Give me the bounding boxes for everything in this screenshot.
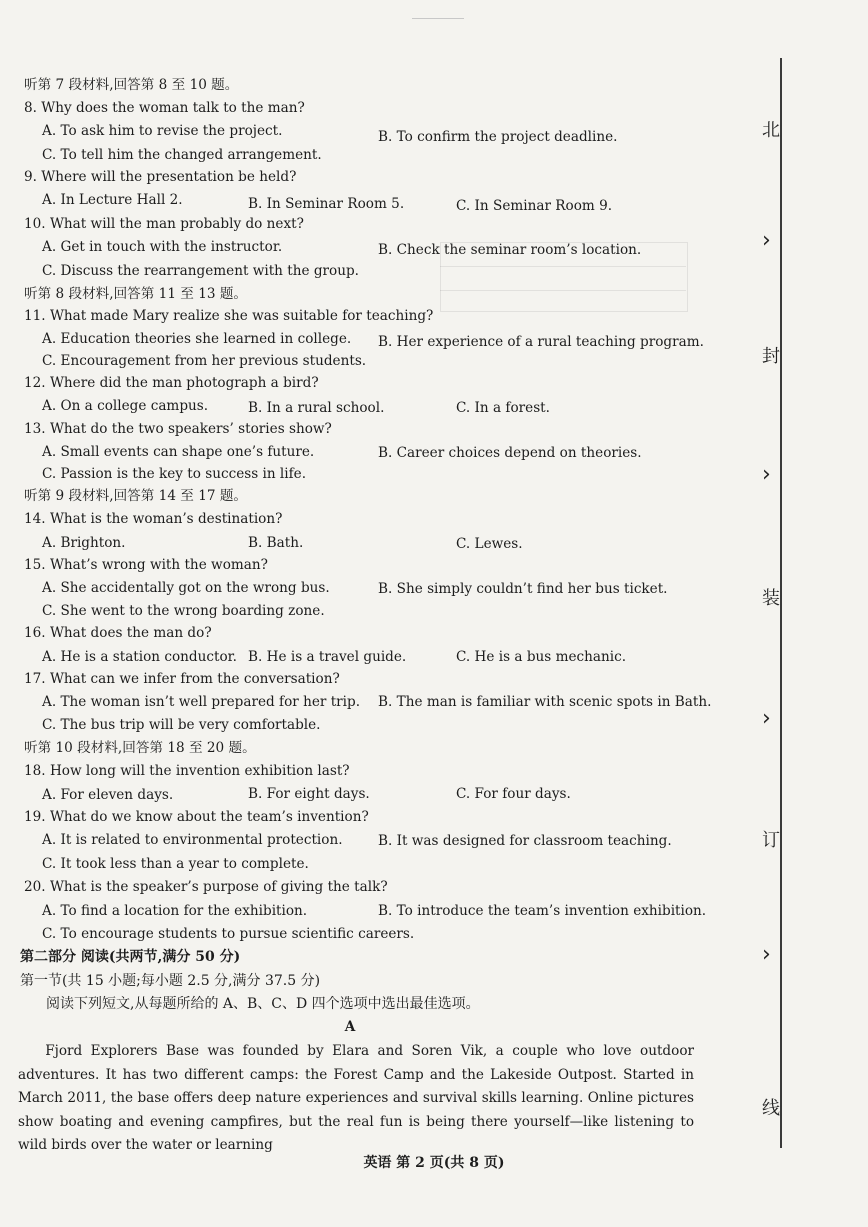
question-stem: 18. How long will the invention exhibition last? bbox=[24, 763, 350, 779]
question-stem: 16. What does the man do? bbox=[24, 625, 212, 641]
bleed-through-rule bbox=[440, 290, 686, 291]
answer-option: C. He is a bus mechanic. bbox=[456, 649, 627, 665]
answer-option: C. In Seminar Room 9. bbox=[456, 198, 613, 214]
section2-heading: 第二部分 阅读(共两节,满分 50 分) bbox=[20, 949, 241, 965]
answer-option: A. Get in touch with the instructor. bbox=[42, 239, 283, 255]
question-stem: 19. What do we know about the team’s invention? bbox=[24, 809, 369, 825]
answer-option: C. For four days. bbox=[456, 786, 571, 802]
answer-option: A. Education theories she learned in college. bbox=[42, 331, 352, 347]
answer-option: B. It was designed for classroom teaching. bbox=[378, 833, 672, 849]
answer-option: C. Passion is the key to success in life. bbox=[42, 466, 307, 482]
answer-option: A. Small events can shape one’s future. bbox=[42, 444, 315, 460]
answer-option: A. For eleven days. bbox=[42, 787, 174, 803]
answer-option: C. To encourage students to pursue scientific careers. bbox=[42, 926, 415, 942]
answer-option: B. For eight days. bbox=[248, 786, 370, 802]
answer-option: B. In Seminar Room 5. bbox=[248, 196, 405, 212]
scan-mark bbox=[412, 18, 464, 19]
answer-option: A. To ask him to revise the project. bbox=[42, 123, 283, 139]
question-stem: 15. What’s wrong with the woman? bbox=[24, 557, 268, 573]
margin-mark: 线 bbox=[762, 1098, 780, 1119]
answer-option: A. In Lecture Hall 2. bbox=[42, 192, 183, 208]
question-stem: 14. What is the woman’s destination? bbox=[24, 511, 283, 527]
passage-label: A bbox=[344, 1019, 356, 1035]
chevron-right-icon: › bbox=[762, 462, 771, 487]
listening-section-heading: 听第 7 段材料,回答第 8 至 10 题。 bbox=[24, 77, 239, 93]
answer-option: C. To tell him the changed arrangement. bbox=[42, 147, 322, 163]
section1-heading: 第一节(共 15 小题;每小题 2.5 分,满分 37.5 分) bbox=[20, 973, 321, 989]
question-stem: 12. Where did the man photograph a bird? bbox=[24, 375, 319, 391]
chevron-right-icon: › bbox=[762, 706, 771, 731]
answer-option: B. He is a travel guide. bbox=[248, 649, 407, 665]
margin-mark: 订 bbox=[762, 830, 780, 851]
answer-option: A. It is related to environmental protection. bbox=[42, 832, 343, 848]
answer-option: B. To confirm the project deadline. bbox=[378, 129, 618, 145]
question-stem: 10. What will the man probably do next? bbox=[24, 216, 304, 232]
answer-option: C. She went to the wrong boarding zone. bbox=[42, 603, 325, 619]
answer-option: A. Brighton. bbox=[42, 535, 126, 551]
reading-instruction: 阅读下列短文,从每题所给的 A、B、C、D 四个选项中选出最佳选项。 bbox=[46, 996, 480, 1012]
question-stem: 9. Where will the presentation be held? bbox=[24, 169, 297, 185]
answer-option: A. On a college campus. bbox=[42, 398, 209, 414]
answer-option: B. Bath. bbox=[248, 535, 304, 551]
answer-option: B. Career choices depend on theories. bbox=[378, 445, 642, 461]
question-stem: 8. Why does the woman talk to the man? bbox=[24, 100, 305, 116]
page-footer: 英语 第 2 页(共 8 页) bbox=[363, 1155, 505, 1171]
binding-line bbox=[780, 58, 782, 1148]
answer-option: C. Encouragement from her previous students. bbox=[42, 353, 367, 369]
answer-option: B. Her experience of a rural teaching program. bbox=[378, 334, 704, 350]
passage-text: Fjord Explorers Base was founded by Elara and Soren Vik, a couple who love outdoor adventures. It has two different camps: the Forest Camp and the Lakeside Outpost. Started in March 2011, the base offers deep nature experiences and survival skills learning. Online pictures show boating and evening campfires, but the real fun is being there yourself—like listening to wild birds over the water or learning bbox=[18, 1043, 694, 1154]
answer-option: C. In a forest. bbox=[456, 400, 550, 416]
listening-section-heading: 听第 10 段材料,回答第 18 至 20 题。 bbox=[24, 740, 256, 756]
answer-option: A. The woman isn’t well prepared for her trip. bbox=[42, 694, 361, 710]
answer-option: B. Check the seminar room’s location. bbox=[378, 242, 642, 258]
question-stem: 20. What is the speaker’s purpose of giving the talk? bbox=[24, 879, 388, 895]
answer-option: A. To find a location for the exhibition. bbox=[42, 903, 308, 919]
answer-option: B. The man is familiar with scenic spots in Bath. bbox=[378, 694, 712, 710]
answer-option: C. Discuss the rearrangement with the group. bbox=[42, 263, 359, 279]
answer-option: B. She simply couldn’t find her bus ticket. bbox=[378, 581, 668, 597]
margin-mark: 封 bbox=[762, 346, 780, 367]
margin-mark: 装 bbox=[762, 588, 780, 609]
chevron-right-icon: › bbox=[762, 942, 771, 967]
question-stem: 11. What made Mary realize she was suitable for teaching? bbox=[24, 308, 434, 324]
question-stem: 13. What do the two speakers’ stories show? bbox=[24, 421, 332, 437]
question-stem: 17. What can we infer from the conversation? bbox=[24, 671, 340, 687]
listening-section-heading: 听第 8 段材料,回答第 11 至 13 题。 bbox=[24, 286, 248, 302]
bleed-through-rule bbox=[440, 266, 686, 267]
answer-option: C. Lewes. bbox=[456, 536, 523, 552]
chevron-right-icon: › bbox=[762, 228, 771, 253]
listening-section-heading: 听第 9 段材料,回答第 14 至 17 题。 bbox=[24, 488, 248, 504]
answer-option: B. In a rural school. bbox=[248, 400, 385, 416]
answer-option: C. The bus trip will be very comfortable. bbox=[42, 717, 321, 733]
answer-option: A. She accidentally got on the wrong bus. bbox=[42, 580, 330, 596]
margin-mark: 北 bbox=[762, 120, 780, 141]
answer-option: C. It took less than a year to complete. bbox=[42, 856, 309, 872]
answer-option: B. To introduce the team’s invention exhibition. bbox=[378, 903, 707, 919]
answer-option: A. He is a station conductor. bbox=[42, 649, 237, 665]
